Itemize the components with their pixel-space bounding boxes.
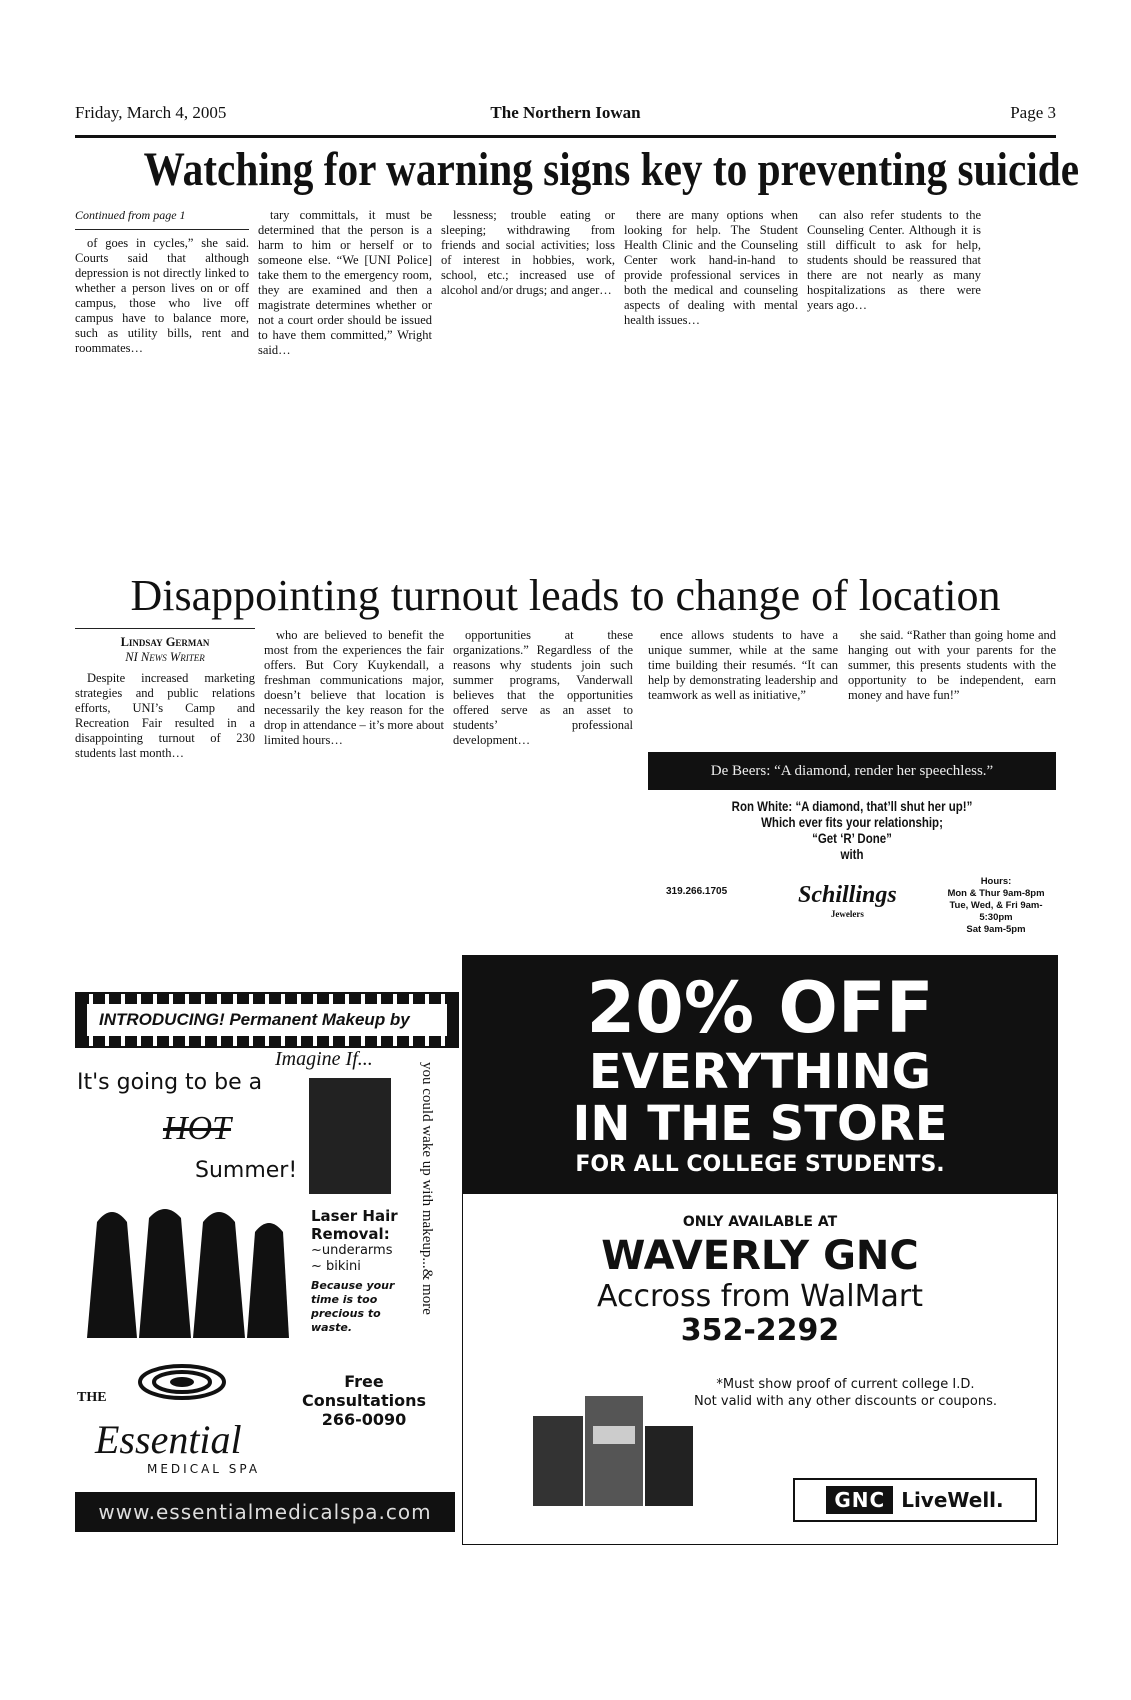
logo-sub: MEDICAL SPA — [147, 1462, 261, 1476]
spa-logo — [77, 1362, 277, 1480]
ad-phone: 319.266.1705 — [666, 886, 728, 897]
logo-name: Essential — [95, 1417, 242, 1462]
story1-text-1: of goes in cycles,” she said. Courts said that although depression is not directly linked to whether a person lives on or off campus, those who live off campus have to balance more, such as utility bills, rent and roommates… — [75, 236, 249, 355]
page-number: Page 3 — [1010, 103, 1056, 122]
story1-text-4: there are many options when looking for help. The Student Health Clinic and the Counseling Center work hand-in-hand to provide professional services in both the medical and counseling aspects of dealing with mental health issues… — [624, 208, 798, 327]
spa-intro-banner — [75, 992, 459, 1048]
model-photo — [309, 1078, 391, 1194]
story1-text-2: tary committals, it must be determined that the person is a harm to him or herself or to someone else. “We [UNI Police] take them to the emergency room, they are examined and then a magistrate determines whether or not a court order should be issued to have them committed,” Wright said… — [258, 208, 432, 357]
ad-line-3: “Get ‘R’ Done” — [812, 830, 892, 846]
spa-intro-text: INTRODUCING! Permanent Makeup by — [87, 1004, 447, 1036]
hours-1: Mon & Thur 9am-8pm — [947, 888, 1045, 899]
story2-text-5: she said. “Rather than going home and hanging out with your parents for the summer, this presents students with the opportunity to be independent, earn money and have fun!” — [848, 628, 1056, 702]
story1-column-5 — [807, 208, 981, 560]
gnc-ad — [462, 955, 1058, 1545]
free-consultations — [299, 1372, 429, 1429]
story2-column-4 — [648, 628, 838, 746]
paper-name: The Northern Iowan — [490, 103, 641, 122]
jewelers-ad — [648, 752, 1056, 935]
spa-summer: Summer! — [195, 1158, 298, 1183]
ad-banner: De Beers: “A diamond, render her speechless.” — [648, 752, 1056, 790]
gnc-discount: 20% OFF — [586, 967, 934, 1049]
byline-role: NI News Writer — [125, 650, 205, 664]
gnc-phone: 352-2292 — [680, 1313, 840, 1348]
story2-text-1: Despite increased marketing strategies and public relations efforts, UNI’s Camp and Recreation Fair resulted in a disappointing turnout of 230 students last month… — [75, 671, 255, 760]
gnc-fine-2: Not valid with any other discounts or coupons. — [693, 1394, 997, 1409]
store-hours — [936, 876, 1056, 936]
logo-the: THE — [77, 1390, 107, 1405]
headline-suicide: Watching for warning signs key to preventing suicide — [143, 143, 1080, 196]
story2-text-2: who are believed to benefit the most from the experiences the fair offers. But Cory Kuykendall, a freshman communications major, doesn’t believe that location is necessarily the key reason for the drop in attendance – it’s more about limited hours… — [264, 628, 444, 747]
gnc-brand: GNC — [826, 1486, 893, 1514]
jeweler-logo-sub: Jewelers — [830, 909, 864, 919]
medical-spa-ad — [75, 992, 455, 1544]
ad-line-with: with — [840, 846, 864, 862]
byline: Lindsay German — [75, 628, 255, 650]
laser-item-2: ~ bikini — [311, 1259, 361, 1274]
gnc-only: ONLY AVAILABLE AT — [682, 1214, 838, 1230]
story2-text-4: ence allows students to have a unique summer, while at the same time building their resumés. “It can help by demonstrating leadership and teamwork as well as initiative,” — [648, 628, 838, 702]
spa-hot: HOT — [163, 1110, 232, 1147]
jeweler-logo — [798, 882, 897, 919]
story1-column-2 — [258, 208, 432, 560]
continued-note: Continued from page 1 — [75, 208, 249, 230]
story2-column-2 — [264, 628, 444, 986]
gnc-store-name: WAVERLY GNC — [601, 1233, 919, 1279]
silhouettes-image — [77, 1202, 292, 1338]
laser-tagline: Because your time is too precious to waste. — [311, 1279, 395, 1334]
ad-line-2: Which ever fits your relationship; — [761, 814, 943, 830]
story2-text-3: opportunities at these organizations.” Regardless of the reasons why students join such summer programs, Vanderwall believes that the opportunities offered serve as an asset to students’ professional development… — [453, 628, 633, 747]
gnc-location: Accross from WalMart — [597, 1279, 923, 1314]
hours-title: Hours: — [980, 876, 1012, 887]
spa-phone: 266-0090 — [321, 1410, 407, 1429]
spa-vertical-text: you could wake up with makeup...& more — [419, 1062, 435, 1315]
story1-column-4 — [624, 208, 798, 560]
gnc-everything: EVERYTHING — [588, 1044, 932, 1100]
supplement-products-image — [523, 1376, 703, 1516]
laser-item-1: ~underarms — [311, 1243, 393, 1258]
hours-3: Sat 9am-5pm — [966, 924, 1026, 935]
story2-column-5 — [848, 628, 1056, 746]
story2-column-1 — [75, 628, 255, 986]
story1-column-1 — [75, 208, 249, 560]
story2-column-3 — [453, 628, 633, 938]
swirl-icon — [137, 1362, 227, 1402]
gnc-fine-1: *Must show proof of current college I.D. — [716, 1377, 975, 1392]
laser-title: Laser Hair Removal: — [311, 1207, 398, 1243]
gnc-logo — [793, 1478, 1037, 1522]
spa-imagine: Imagine If... — [275, 1048, 373, 1070]
free-text: Free Consultations — [301, 1372, 426, 1410]
story1-text-3: lessness; trouble eating or sleeping; withdrawing from friends and social activities; loss of interest in hobbies, work, school, etc.; increased use of alcohol and/or drugs; and anger… — [441, 208, 615, 297]
headline-turnout: Disappointing turnout leads to change of location — [130, 571, 1001, 620]
gnc-slogan: LiveWell. — [901, 1488, 1004, 1512]
page-header — [75, 95, 1056, 138]
gnc-fine-print — [694, 1376, 997, 1410]
spa-going: It's going to be a — [77, 1070, 263, 1095]
spa-website: www.essentialmedicalspa.com — [75, 1492, 455, 1532]
gnc-students: FOR ALL COLLEGE STUDENTS. — [575, 1152, 945, 1177]
story1-text-5: can also refer students to the Counseling Center. Although it is still difficult to ask for help, students should be reassured that there are not nearly as many hospitalizations as there were years ago… — [807, 208, 981, 312]
ad-line-1: Ron White: “A diamond, that’ll shut her up!” — [731, 798, 973, 814]
story1-column-3 — [441, 208, 615, 560]
issue-date: Friday, March 4, 2005 — [75, 103, 227, 122]
hours-2: Tue, Wed, & Fri 9am-5:30pm — [949, 900, 1043, 923]
laser-hair-removal — [311, 1207, 411, 1335]
jeweler-logo-text: Schillings — [798, 882, 897, 908]
gnc-in-store: IN THE STORE — [572, 1096, 948, 1152]
gnc-offer-block — [463, 956, 1057, 1194]
